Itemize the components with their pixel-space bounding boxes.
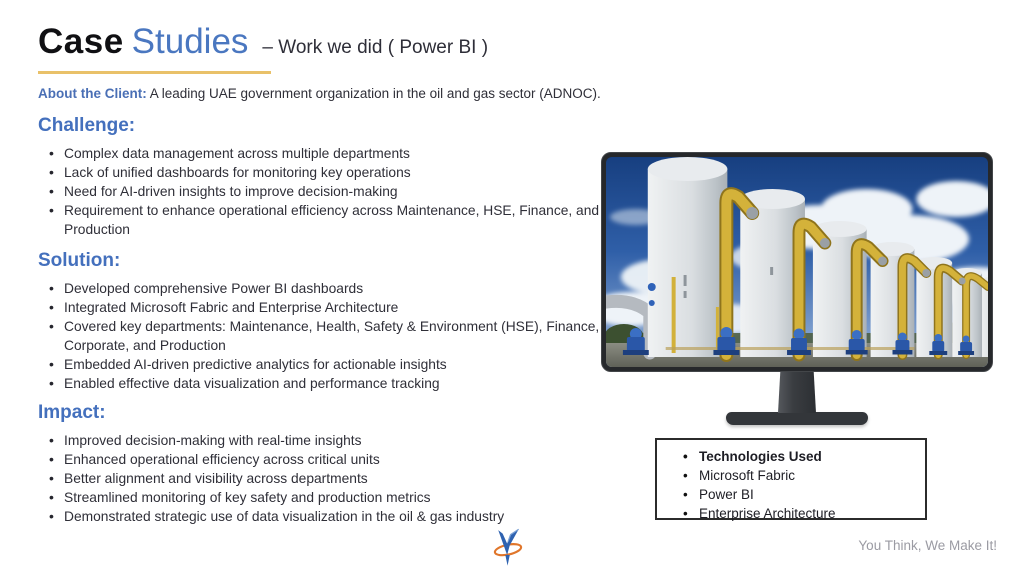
solution-list [38, 279, 603, 393]
list-item: • Integrated Microsoft Fabric and Enterprise Architecture [38, 298, 603, 317]
list-item: • Improved decision-making with real-time insights [38, 431, 603, 450]
gas-plant-photo [606, 157, 988, 367]
list-item: • Need for AI-driven insights to improve decision-making [38, 182, 603, 201]
challenge-list [38, 144, 603, 239]
list-item: • Enhanced operational efficiency across critical units [38, 450, 603, 469]
list-item: • Technologies Used [683, 447, 919, 466]
solution-heading: Solution: [38, 250, 121, 271]
about-client-text: A leading UAE government organization in the oil and gas sector (ADNOC). [146, 86, 601, 101]
list-item: • Developed comprehensive Power BI dashboards [38, 279, 603, 298]
content-column [38, 113, 603, 526]
technologies-box [655, 438, 927, 520]
impact-list [38, 431, 603, 526]
monitor-graphic [601, 152, 993, 425]
list-item: • Embedded AI-driven predictive analytics for actionable insights [38, 355, 603, 374]
list-item: • Enterprise Architecture [683, 504, 919, 523]
impact-heading: Impact: [38, 402, 106, 423]
title-suffix: – Work we did ( Power BI ) [262, 37, 489, 58]
challenge-heading: Challenge: [38, 115, 136, 136]
technologies-list [683, 447, 919, 523]
tank [648, 157, 728, 357]
about-client-label: About the Client: [38, 86, 147, 101]
ground-pipe [666, 347, 915, 350]
title-underline [38, 71, 271, 74]
v-bird-swoosh-logo-icon [492, 527, 524, 567]
monitor-screen [601, 152, 993, 372]
list-item: • Power BI [683, 485, 919, 504]
tagline: You Think, We Make It! [858, 538, 997, 553]
about-client-line [38, 86, 601, 101]
monitor-stand-neck [778, 372, 816, 413]
list-item: • Lack of unified dashboards for monitoring key operations [38, 163, 603, 182]
monitor-stand-base [726, 412, 868, 425]
list-item: • Complex data management across multiple departments [38, 144, 603, 163]
list-item: • Demonstrated strategic use of data visualization in the oil & gas industry [38, 507, 603, 526]
list-item: • Streamlined monitoring of key safety and production metrics [38, 488, 603, 507]
title-studies: Studies [131, 22, 249, 61]
title-case: Case [38, 22, 124, 61]
page-title [38, 22, 488, 62]
list-item: • Requirement to enhance operational efficiency across Maintenance, HSE, Finance, and Production [38, 201, 603, 239]
list-item: • Better alignment and visibility across departments [38, 469, 603, 488]
list-item: • Microsoft Fabric [683, 466, 919, 485]
list-item: • Enabled effective data visualization and performance tracking [38, 374, 603, 393]
list-item: • Covered key departments: Maintenance, Health, Safety & Environment (HSE), Finance, Corporate, and Production [38, 317, 603, 355]
